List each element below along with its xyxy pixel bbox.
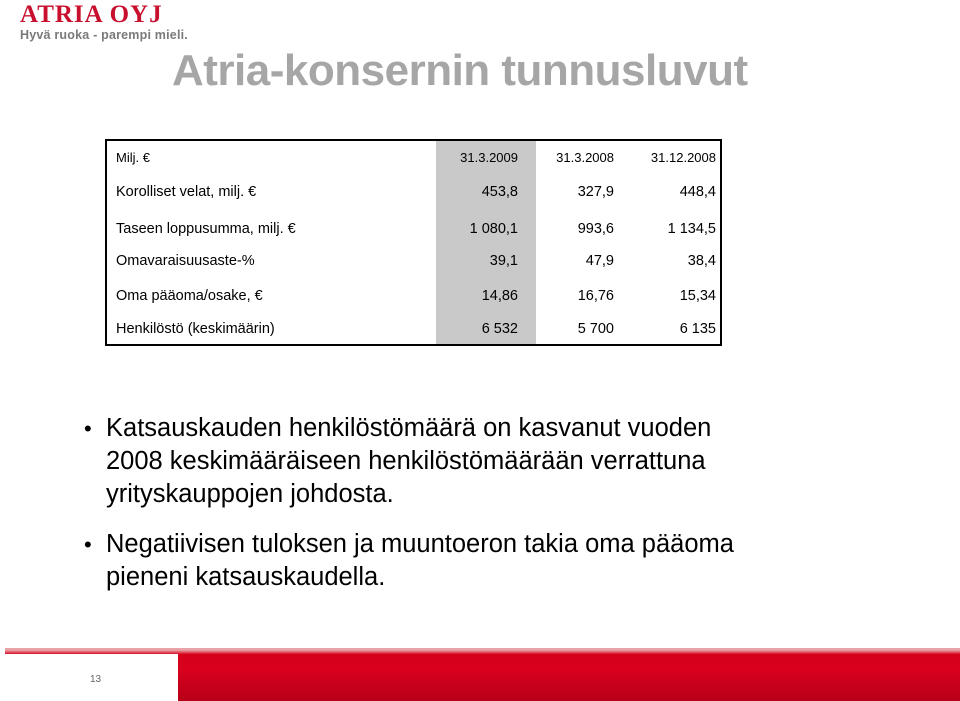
cell-value: 14,86	[481, 288, 518, 304]
cell-value: 16,76	[577, 288, 614, 304]
cell-value: 448,4	[679, 184, 716, 200]
cell-value: 6 135	[679, 321, 716, 337]
header-col-3: 31.12.2008	[650, 150, 716, 165]
bullet-item	[84, 528, 944, 594]
table-row	[107, 319, 720, 339]
bullet-item	[84, 412, 944, 511]
cell-value: 5 700	[577, 321, 614, 337]
key-figures-table	[105, 139, 722, 346]
bullet-line: yrityskauppojen johdosta.	[106, 480, 394, 508]
table-row	[107, 251, 720, 271]
brand-tagline: Hyvä ruoka - parempi mieli.	[20, 28, 188, 42]
bullet-line: Katsauskauden henkilöstömäärä on kasvanut vuoden	[106, 414, 712, 442]
cell-value: 47,9	[585, 253, 614, 269]
cell-value: 15,34	[679, 288, 716, 304]
row-label: Henkilöstö (keskimäärin)	[116, 321, 275, 337]
header-col-2: 31.3.2008	[556, 150, 614, 165]
header-col-1: 31.3.2009	[460, 150, 518, 165]
header-unit-label: Milj. €	[116, 150, 150, 165]
slide-title: Atria-konsernin tunnusluvut	[172, 46, 748, 95]
brand-name: ATRIA OYJ	[20, 1, 163, 28]
row-label: Korolliset velat, milj. €	[116, 184, 257, 200]
cell-value: 327,9	[577, 184, 614, 200]
bullet-line: pieneni katsauskaudella.	[106, 563, 386, 591]
page-number: 13	[90, 674, 102, 685]
brand-logo	[20, 2, 188, 42]
highlight-column	[436, 141, 536, 344]
bullet-icon: •	[84, 416, 92, 441]
cell-value: 1 080,1	[469, 221, 518, 237]
cell-value: 6 532	[481, 321, 518, 337]
cell-value: 993,6	[577, 221, 614, 237]
cell-value: 39,1	[489, 253, 518, 269]
cell-value: 38,4	[687, 253, 716, 269]
row-label: Oma pääoma/osake, €	[116, 288, 263, 304]
bullet-list	[84, 412, 944, 594]
row-label: Taseen loppusumma, milj. €	[116, 221, 296, 237]
table-row	[107, 219, 720, 239]
cell-value: 1 134,5	[667, 221, 716, 237]
row-label: Omavaraisuusaste-%	[116, 253, 255, 269]
cell-value: 453,8	[481, 184, 518, 200]
table-header-row	[107, 148, 720, 168]
bullet-line: Negatiivisen tuloksen ja muuntoeron takia oma pääoma	[106, 530, 734, 558]
bullet-line: 2008 keskimääräiseen henkilöstömäärään verrattuna	[106, 447, 706, 475]
bullet-icon: •	[84, 532, 92, 557]
footer-bar	[5, 648, 960, 701]
table-row	[107, 182, 720, 202]
table-row	[107, 286, 720, 306]
